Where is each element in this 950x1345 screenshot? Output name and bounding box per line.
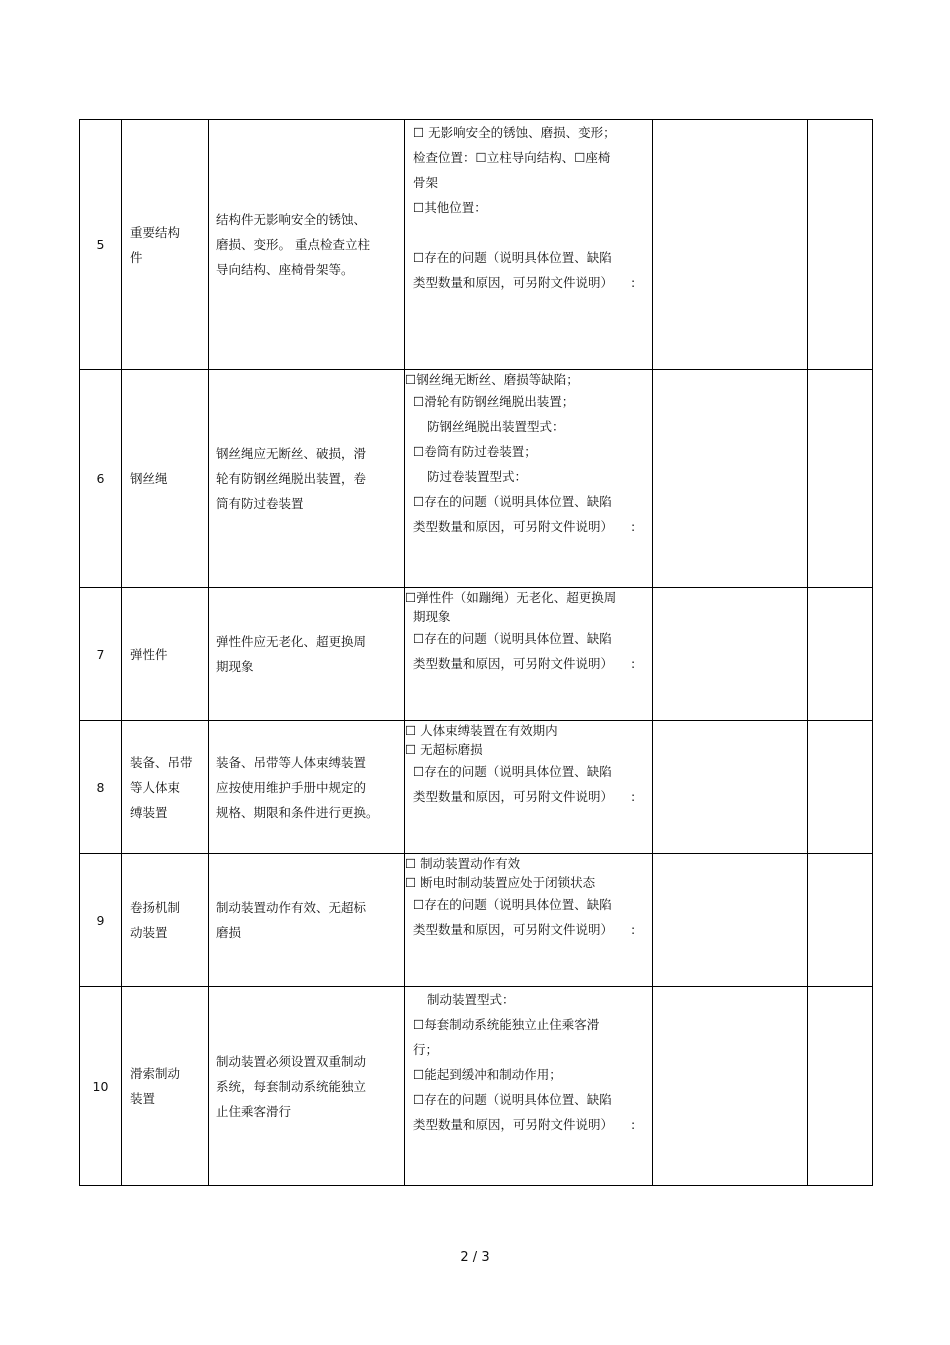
checkbox-line[interactable]: ☐存在的问题（说明具体位置、缺陷: [413, 494, 612, 509]
checkbox-line[interactable]: 检查位置：☐立柱导向结构、☐座椅: [413, 150, 611, 165]
remark-cell[interactable]: [808, 588, 873, 721]
item-name: 装备、吊带 等人体束 缚装置: [122, 721, 209, 854]
colon: :: [631, 789, 636, 804]
checkbox-line[interactable]: ☐钢丝绳无断丝、磨损等缺陷；: [405, 372, 579, 387]
checkbox-line[interactable]: ☐每套制动系统能独立止住乘客滑: [413, 1017, 600, 1032]
check-text: 防过卷装置型式：: [427, 469, 528, 484]
remark-cell[interactable]: [808, 370, 873, 588]
checkbox-line[interactable]: ☐其他位置：: [413, 200, 487, 215]
check-items: [405, 120, 653, 370]
checkbox-line[interactable]: ☐ 断电时制动装置应处于闭锁状态: [405, 875, 596, 890]
remark-cell[interactable]: [808, 721, 873, 854]
check-items: [405, 588, 653, 721]
remark-cell[interactable]: [808, 120, 873, 370]
checkbox-line[interactable]: ☐存在的问题（说明具体位置、缺陷: [413, 1092, 612, 1107]
result-cell[interactable]: [653, 588, 808, 721]
checkbox-line[interactable]: ☐滑轮有防钢丝绳脱出装置；: [413, 394, 575, 409]
table-row: [80, 987, 873, 1186]
check-text: 防钢丝绳脱出装置型式：: [427, 419, 565, 434]
item-number: 10: [80, 987, 122, 1186]
checkbox-line[interactable]: ☐存在的问题（说明具体位置、缺陷: [413, 764, 612, 779]
page-number: 2 / 3: [460, 1250, 490, 1265]
item-name: 卷扬机制 动装置: [122, 854, 209, 987]
item-name: 钢丝绳: [122, 370, 209, 588]
item-requirement: 弹性件应无老化、超更换周 期现象: [209, 588, 405, 721]
colon: :: [631, 519, 636, 534]
checkbox-line[interactable]: ☐存在的问题（说明具体位置、缺陷: [413, 897, 612, 912]
blank-line: [413, 220, 644, 245]
result-cell[interactable]: [653, 370, 808, 588]
checkbox-line[interactable]: ☐ 人体束缚装置在有效期内: [405, 723, 558, 738]
checkbox-line[interactable]: ☐能起到缓冲和制动作用；: [413, 1067, 562, 1082]
colon: :: [631, 922, 636, 937]
checkbox-line[interactable]: ☐存在的问题（说明具体位置、缺陷: [413, 250, 612, 265]
item-requirement: 制动装置必须设置双重制动 系统，每套制动系统能独立 止住乘客滑行: [209, 987, 405, 1186]
inspection-table: [79, 119, 873, 1186]
table-row: [80, 370, 873, 588]
table-row: [80, 854, 873, 987]
check-items: [405, 721, 653, 854]
checkbox-line[interactable]: ☐弹性件（如蹦绳）无老化、超更换周: [405, 590, 617, 605]
checkbox-line[interactable]: ☐卷筒有防过卷装置；: [413, 444, 537, 459]
item-number: 8: [80, 721, 122, 854]
item-requirement: 装备、吊带等人体束缚装置 应按使用维护手册中规定的 规格、期限和条件进行更换。: [209, 721, 405, 854]
check-text: 类型数量和原因，可另附文件说明） :: [413, 514, 644, 539]
check-text: 骨架: [413, 175, 439, 190]
check-text: 类型数量和原因，可另附文件说明） :: [413, 270, 644, 295]
item-name: 重要结构 件: [122, 120, 209, 370]
item-number: 9: [80, 854, 122, 987]
check-items: [405, 987, 653, 1186]
item-name: 滑索制动 装置: [122, 987, 209, 1186]
table-row: [80, 120, 873, 370]
table-row: [80, 588, 873, 721]
check-text: 类型数量和原因，可另附文件说明） :: [413, 784, 644, 809]
remark-cell[interactable]: [808, 854, 873, 987]
colon: :: [631, 1117, 636, 1132]
check-text: 制动装置型式：: [427, 992, 515, 1007]
result-cell[interactable]: [653, 721, 808, 854]
colon: :: [631, 275, 636, 290]
result-cell[interactable]: [653, 854, 808, 987]
table-row: [80, 721, 873, 854]
remark-cell[interactable]: [808, 987, 873, 1186]
checkbox-line[interactable]: ☐存在的问题（说明具体位置、缺陷: [413, 631, 612, 646]
item-requirement: 钢丝绳应无断丝、破损，滑 轮有防钢丝绳脱出装置，卷 筒有防过卷装置: [209, 370, 405, 588]
result-cell[interactable]: [653, 120, 808, 370]
item-requirement: 结构件无影响安全的锈蚀、 磨损、变形。 重点检查立柱 导向结构、座椅骨架等。: [209, 120, 405, 370]
check-text: 行；: [413, 1042, 439, 1057]
item-name: 弹性件: [122, 588, 209, 721]
checkbox-line[interactable]: ☐ 无影响安全的锈蚀、磨损、变形；: [413, 125, 616, 140]
item-number: 5: [80, 120, 122, 370]
item-requirement: 制动装置动作有效、无超标 磨损: [209, 854, 405, 987]
check-items: [405, 854, 653, 987]
checkbox-line[interactable]: ☐ 制动装置动作有效: [405, 856, 521, 871]
check-text: 期现象: [413, 609, 451, 624]
result-cell[interactable]: [653, 987, 808, 1186]
check-text: 类型数量和原因，可另附文件说明） :: [413, 1112, 644, 1137]
item-number: 7: [80, 588, 122, 721]
item-number: 6: [80, 370, 122, 588]
colon: :: [631, 656, 636, 671]
checkbox-line[interactable]: ☐ 无超标磨损: [405, 742, 483, 757]
check-text: 类型数量和原因，可另附文件说明） :: [413, 917, 644, 942]
check-text: 类型数量和原因，可另附文件说明） :: [413, 651, 644, 676]
check-items: [405, 370, 653, 588]
